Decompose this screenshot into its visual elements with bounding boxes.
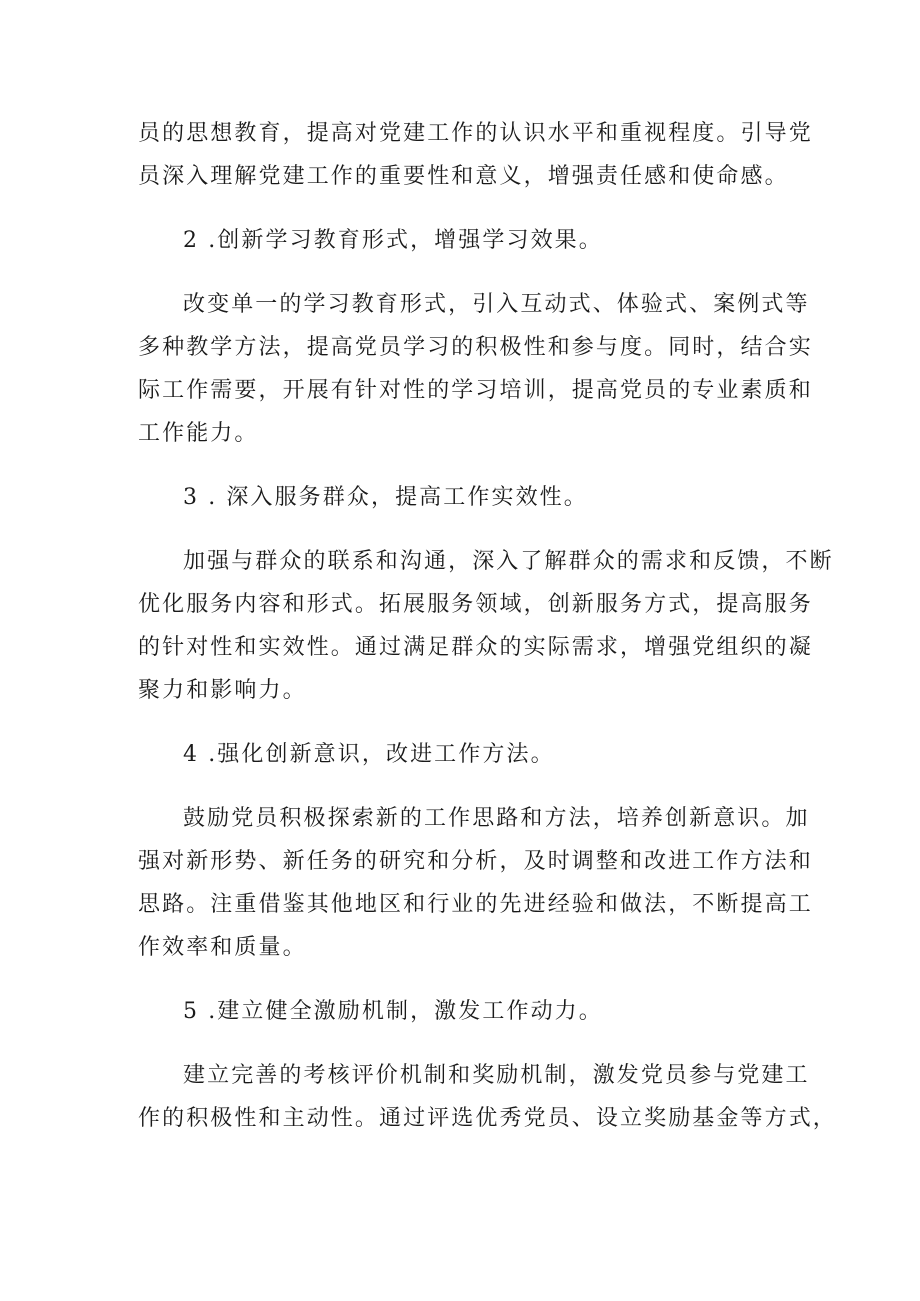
paragraph-line: 作的积极性和主动性。通过评选优秀党员、设立奖励基金等方式，: [138, 1106, 837, 1131]
paragraph-line: 改变单一的学习教育形式，引入互动式、体验式、案例式等: [183, 292, 810, 317]
intro-paragraph: [138, 112, 813, 198]
paragraph-line: 工作能力。: [138, 421, 259, 446]
section-paragraph-2: [138, 283, 813, 455]
paragraph-line: 强对新形势、新任务的研究和分析，及时调整和改进工作方法和: [138, 849, 813, 874]
section-paragraph-4: [138, 797, 813, 969]
paragraph-line: 作效率和质量。: [138, 935, 307, 960]
paragraph-line: 际工作需要，开展有针对性的学习培训，提高党员的专业素质和: [138, 378, 813, 403]
paragraph-line: 思路。注重借鉴其他地区和行业的先进经验和做法，不断提高工: [138, 892, 813, 917]
document-body: [138, 112, 837, 1140]
section-heading-3: 3 . 深入服务群众，提高工作实效性。: [183, 485, 588, 510]
section-heading-4: 4 .强化创新意识，改进工作方法。: [183, 742, 555, 767]
paragraph-line: 建立完善的考核评价机制和奖励机制，激发党员参与党建工: [183, 1063, 810, 1088]
paragraph-line: 员深入理解党建工作的重要性和意义，增强责任感和使命感。: [138, 164, 789, 189]
section-heading-2: 2 .创新学习教育形式，增强学习效果。: [183, 228, 603, 253]
paragraph-line: 聚力和影响力。: [138, 678, 307, 703]
paragraph-line: 鼓励党员积极探索新的工作思路和方法，培养创新意识。加: [183, 806, 810, 831]
paragraph-line: 优化服务内容和形式。拓展服务领域，创新服务方式，提高服务: [138, 592, 813, 617]
paragraph-line: 多种教学方法，提高党员学习的积极性和参与度。同时，结合实: [138, 335, 813, 360]
paragraph-line: 的针对性和实效性。通过满足群众的实际需求，增强党组织的凝: [138, 635, 813, 660]
section-paragraph-5: [138, 1054, 837, 1140]
section-paragraph-3: [138, 540, 834, 712]
paragraph-line: 员的思想教育，提高对党建工作的认识水平和重视程度。引导党: [138, 121, 813, 146]
section-heading-5: 5 .建立健全激励机制，激发工作动力。: [183, 999, 603, 1024]
paragraph-line: 加强与群众的联系和沟通，深入了解群众的需求和反馈，不断: [183, 549, 834, 574]
